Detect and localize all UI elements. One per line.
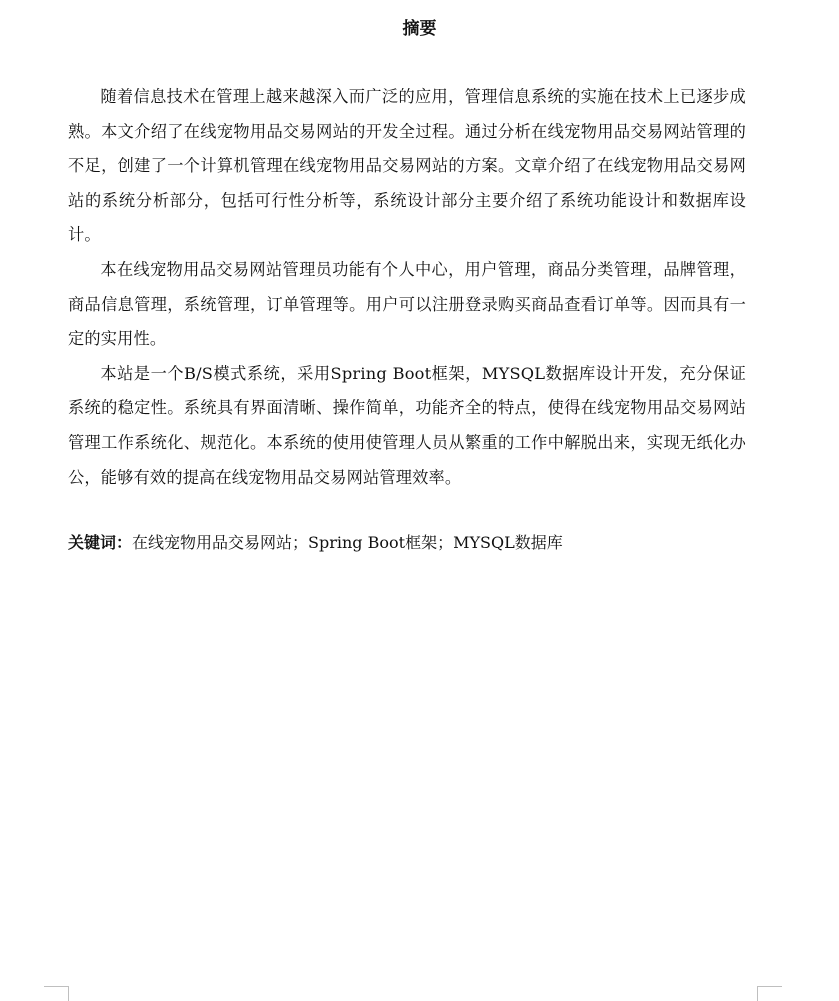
- abstract-paragraph-2: 本在线宠物用品交易网站管理员功能有个人中心，用户管理，商品分类管理，品牌管理，商品信息管理，系统管理，订单管理等。用户可以注册登录购买商品查看订单等。因而具有一定的实用性。: [68, 259, 746, 349]
- abstract-body: [68, 80, 746, 495]
- page-corner-mark-left: [44, 986, 69, 1001]
- abstract-paragraph-3: 本站是一个B/S模式系统，采用Spring Boot框架，MYSQL数据库设计开发，充分保证系统的稳定性。系统具有界面清晰、操作简单，功能齐全的特点，使得在线宠物用品交易网站管理工作系统化、规范化。本系统的使用使管理人员从繁重的工作中解脱出来，实现无纸化办公，能够有效的提高在线宠物用品交易网站管理效率。: [68, 363, 746, 487]
- keywords-line: [68, 529, 768, 557]
- keywords-label: 关键词：: [68, 533, 133, 552]
- abstract-paragraph-1: 随着信息技术在管理上越来越深入而广泛的应用，管理信息系统的实施在技术上已逐步成熟。本文介绍了在线宠物用品交易网站的开发全过程。通过分析在线宠物用品交易网站管理的不足，创建了一个计算机管理在线宠物用品交易网站的方案。文章介绍了在线宠物用品交易网站的系统分析部分，包括可行性分析等，系统设计部分主要介绍了系统功能设计和数据库设计。: [68, 87, 746, 245]
- abstract-title: 摘要: [402, 19, 437, 39]
- keywords-text: 在线宠物用品交易网站；Spring Boot框架；MYSQL数据库: [132, 533, 563, 552]
- page-corner-mark-right: [757, 986, 782, 1001]
